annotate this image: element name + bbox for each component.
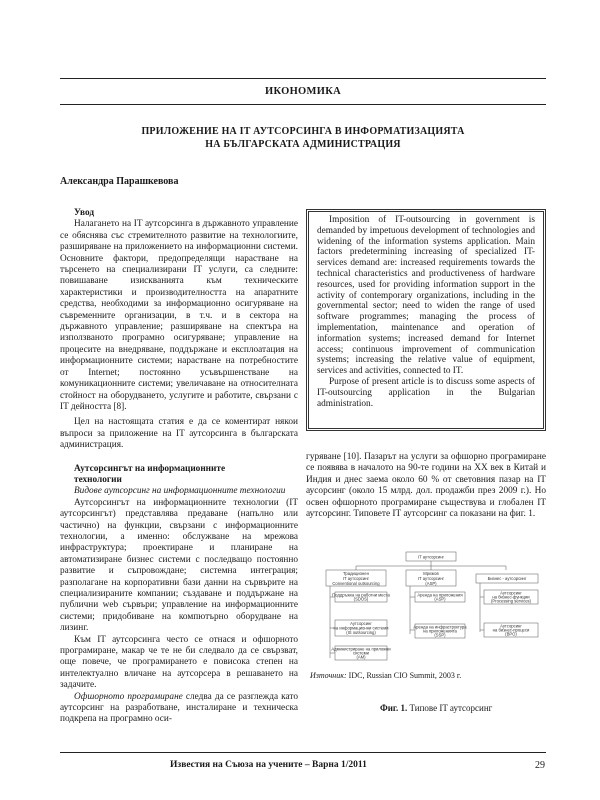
diagram-top: IT аутсорсинг bbox=[417, 554, 445, 560]
figure-text: Типове IT аутсорсинг bbox=[407, 703, 493, 713]
diagram-c1-i3-l2: системи bbox=[353, 650, 369, 656]
intro-paragraph-2: Цел на настоящата статия е да се коментират някои въпроси за приложение на IT аутсорсинга в българската администрация. bbox=[60, 417, 298, 451]
section2-paragraph-3 bbox=[60, 692, 298, 726]
it-outsourcing-diagram bbox=[318, 550, 544, 670]
footer-rule bbox=[60, 752, 546, 753]
diagram-col2-head-1: Мрежов bbox=[423, 571, 439, 576]
diagram-c2-i2-l2: на приложенията bbox=[423, 628, 457, 634]
offshore-term: Офшорното програмиране bbox=[74, 691, 183, 702]
title-line-2: НА БЪЛГАРСКАТА АДМИНИСТРАЦИЯ bbox=[205, 139, 401, 150]
section2-paragraph-1: Аутсорсингът на информационните технологии (IT аутсорсингът) представлява предаване (напълно или частично) на функции, свързани с информационните технологии, а именно: обслужване на мрежова инфраструктура; проектиране и планиране на автоматизиране бизнес системи с последващо постоянно развитие и съпровождане; системна интеграция; разполагане на корпоративни бази данни на сървърите на специализираните компании; създаване и поддържане на публични web сървъри; управление на информационните системи; придобиване на компютърно оборудване на лизинг. bbox=[60, 497, 298, 634]
intro-heading: Увод bbox=[74, 208, 95, 218]
diagram-c3-i2-l3: (BPO) bbox=[505, 631, 517, 637]
diagram-c3-i1-l2: на бизнес-функции bbox=[492, 594, 530, 600]
figure-caption bbox=[380, 703, 492, 713]
paper-title bbox=[90, 125, 516, 151]
diagram-col1-head-2: IT аутсорсинг bbox=[342, 576, 370, 581]
diagram-col1-head-1: Традиционен bbox=[343, 571, 369, 576]
journal-footer: Известия на Съюза на учените – Варна 1/2011 bbox=[170, 760, 367, 770]
diagram-col1-head-3: Conventional outsourcing bbox=[332, 581, 380, 586]
right-paragraph-1: гуряване [10]. Пазарът на услуги за офшорно програмиране се появява в началото на 90-те години на ХХ век в Китай и Индия и днес заема около 60 % от световния пазар на IT аусорсинг (около 15 млрд. дол. продажби през 2009 г.). Но освен офшорното програмиране съществува и глобален IT аутсорсинг. Типовете IT аутсорсинг са показани на фиг. 1. bbox=[306, 452, 546, 520]
diagram-c1-i2-l1: Аутсорсинг bbox=[350, 621, 372, 626]
section2-heading-2: технологии bbox=[74, 474, 122, 485]
diagram-c1-i3-l3: (AM) bbox=[356, 654, 366, 660]
section2-subheading: Видове аутсорсинг на информационните технологии bbox=[74, 486, 286, 497]
diagram-col2-head-3: (ASP) bbox=[425, 581, 437, 586]
intro-paragraph-1: Налагането на IT аутсорсинга в държавното управление се обяснява със стремителното развитие на технологиите, разширяване на приложението на информационни системи. Основните фактори, предопределящи нарастване на търсенето на специализирани IT услуги, са следните: повишаване изискванията към техническите характеристики и производителността на апаратните средства, необходими за информационно осигуряване на съвременните организации, в т.ч. и в сектора на държавното управление; разширяване на спектъра на използваното програмно осигуряване; управление на процесите на внедряване, поддържане и експлоатация на информационните системи; нарастване на потребностите от Internet; постоянно усъвършенстване на комуникационните системи; увеличаване на относителната стойност на оборудването, услугите и работите, свързани с IT дейността [8]. bbox=[60, 219, 298, 412]
abstract-paragraph-1: Imposition of IT-outsourcing in government is demanded by impetuous development of technologies and widening of the information systems application. Main factors predetermining increasing of specialized IT-services demand are: increased requirements towards the technical characteristics and productiveness of hardware resources, used for providing information support in the activity of contemporary organizations, including in the governmental sector; need to widen the range of used software programmes; managing the process of implementation, maintenance and operation of information systems; increased demand for Internet access; continuous improvement of communication systems; increasing the relative value of equipment, services and activities, connected to IT. bbox=[317, 215, 535, 377]
diagram-col2-head-2: IT аутсорсинг bbox=[417, 576, 445, 581]
diagram-c1-i2-l3: (IS outsourcing) bbox=[346, 630, 376, 635]
diagram-c1-i1-l1: Поддръжка на работни места bbox=[332, 592, 390, 598]
diagram-c2-i2-l1: Аренда на инфраструктура bbox=[413, 624, 467, 630]
abstract-box bbox=[306, 209, 546, 431]
source-label: Източник: bbox=[310, 671, 347, 680]
section-label: ИКОНОМИКА bbox=[265, 86, 341, 97]
diagram-c2-i1-l2: (ASP) bbox=[434, 596, 446, 602]
author: Александра Парашкевова bbox=[60, 176, 179, 187]
figure-label: Фиг. 1. bbox=[380, 703, 408, 713]
section-rule bbox=[60, 104, 546, 105]
section2-paragraph-2: Към IT аутсорсинга често се отнася и офшорното програмиране, макар че те не би следвало да се свързват, още повече, че програмирането е повисока степен на интелектуално вличане на аутсорсера в решаването на задачите. bbox=[60, 634, 298, 691]
figure-source bbox=[310, 671, 461, 680]
left-column bbox=[60, 208, 298, 726]
top-rule bbox=[60, 78, 546, 79]
page-number: 29 bbox=[535, 760, 545, 771]
diagram-col3-head: Бизнес - аутсорсинг bbox=[487, 576, 527, 581]
section2-heading-1: Аутсорсингът на информационните bbox=[74, 463, 226, 474]
offshore-text: следва да се разглежда като аутсорсинг на разработване, инсталиране и техническа подкрепа на програмно оси- bbox=[60, 691, 298, 725]
diagram-svg bbox=[318, 550, 544, 670]
title-line-1: ПРИЛОЖЕНИЕ НА IT АУТСОРСИНГА В ИНФОРМАТИЗАЦИЯТА bbox=[141, 126, 465, 137]
diagram-c2-i2-l3: (SSP) bbox=[434, 632, 446, 638]
diagram-c3-i2-l2: на бизнес-процеси bbox=[492, 627, 530, 633]
diagram-c1-i2-l2: на информационни системи bbox=[333, 625, 389, 631]
diagram-c1-i1-l2: (SDOS) bbox=[353, 596, 369, 602]
diagram-c1-i3-l1: Администриране на приложни bbox=[331, 646, 391, 652]
right-column bbox=[306, 452, 546, 520]
source-text: IDC, Russian CIO Summit, 2003 г. bbox=[346, 671, 462, 680]
diagram-c3-i1-l1: Аутсорсинг bbox=[500, 590, 522, 596]
diagram-c3-i2-l1: Аутсорсинг bbox=[500, 623, 522, 629]
abstract-paragraph-2: Purpose of present article is to discuss some aspects of IT-outsourcing application in the Bulgarian administration. bbox=[317, 376, 535, 409]
diagram-c3-i1-l3: (Processing services) bbox=[490, 598, 532, 604]
diagram-c2-i1-l1: Аренда на приложения bbox=[417, 592, 463, 598]
